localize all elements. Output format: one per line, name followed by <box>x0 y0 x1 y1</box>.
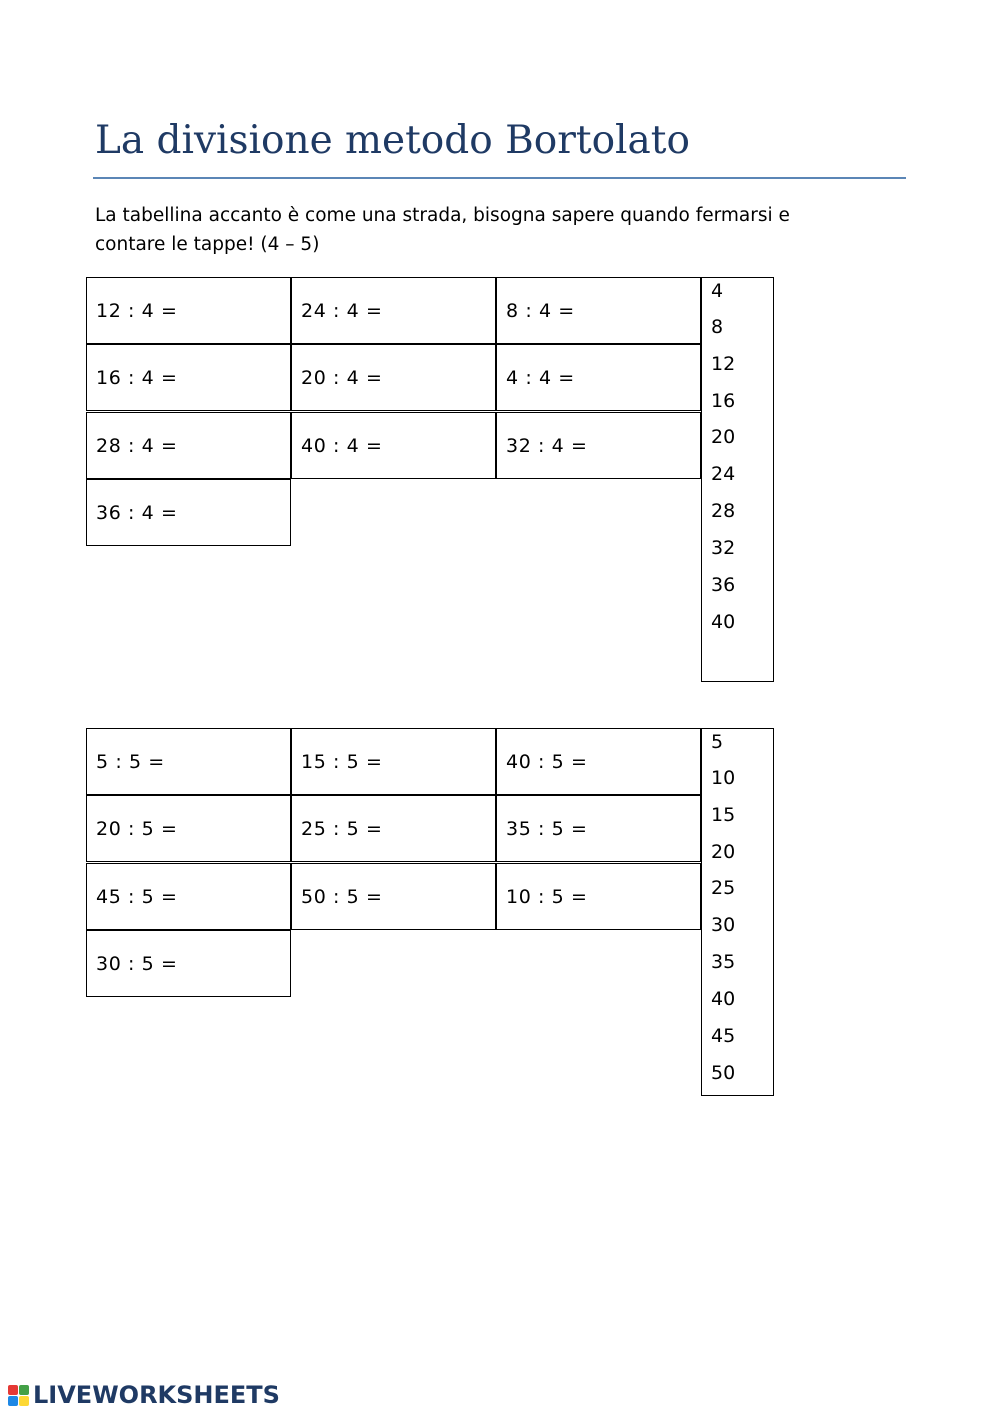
logo-square <box>19 1385 29 1395</box>
logo-square <box>8 1385 18 1395</box>
times-table-number: 30 <box>711 914 736 936</box>
times-table-number: 28 <box>711 500 736 522</box>
times-table-number: 32 <box>711 537 736 559</box>
times-table-number: 10 <box>711 767 736 789</box>
times-table-number: 8 <box>711 316 724 338</box>
division-cell[interactable]: 40 : 5 = <box>496 728 701 795</box>
division-cell[interactable]: 12 : 4 = <box>86 277 291 344</box>
times-table-number: 40 <box>711 988 736 1010</box>
intro-text <box>95 201 885 259</box>
division-cell[interactable]: 16 : 4 = <box>86 344 291 411</box>
division-cell[interactable]: 40 : 4 = <box>291 412 496 479</box>
division-cell[interactable]: 45 : 5 = <box>86 863 291 930</box>
division-cell[interactable]: 32 : 4 = <box>496 412 701 479</box>
times-table-number: 15 <box>711 804 736 826</box>
logo-squares-icon <box>8 1385 29 1406</box>
times-table-number: 45 <box>711 1025 736 1047</box>
title-underline <box>93 177 906 179</box>
logo-text: LIVEWORKSHEETS <box>33 1381 280 1409</box>
division-cell[interactable]: 30 : 5 = <box>86 930 291 997</box>
times-table-number: 25 <box>711 877 736 899</box>
times-table-number: 24 <box>711 463 736 485</box>
times-table-number: 4 <box>711 280 724 302</box>
division-cell[interactable]: 20 : 4 = <box>291 344 496 411</box>
logo-square <box>19 1396 29 1406</box>
division-cell[interactable]: 28 : 4 = <box>86 412 291 479</box>
times-table-4-column <box>701 277 774 682</box>
division-cell[interactable]: 15 : 5 = <box>291 728 496 795</box>
times-table-number: 5 <box>711 731 724 753</box>
division-cell[interactable]: 8 : 4 = <box>496 277 701 344</box>
division-cell[interactable]: 25 : 5 = <box>291 795 496 862</box>
division-cell[interactable]: 10 : 5 = <box>496 863 701 930</box>
times-table-number: 20 <box>711 426 736 448</box>
division-cell[interactable]: 5 : 5 = <box>86 728 291 795</box>
division-cell[interactable]: 36 : 4 = <box>86 479 291 546</box>
page-title: La divisione metodo Bortolato <box>95 118 690 163</box>
liveworksheets-logo <box>8 1381 280 1409</box>
times-table-number: 50 <box>711 1062 736 1084</box>
division-cell[interactable]: 35 : 5 = <box>496 795 701 862</box>
times-table-number: 40 <box>711 611 736 633</box>
times-table-number: 12 <box>711 353 736 375</box>
times-table-5-column <box>701 728 774 1096</box>
division-cell[interactable]: 4 : 4 = <box>496 344 701 411</box>
times-table-number: 35 <box>711 951 736 973</box>
division-cell[interactable]: 20 : 5 = <box>86 795 291 862</box>
times-table-number: 16 <box>711 390 736 412</box>
intro-line-1: La tabellina accanto è come una strada, bisogna sapere quando fermarsi e <box>95 205 790 226</box>
times-table-number: 20 <box>711 841 736 863</box>
division-cell[interactable]: 50 : 5 = <box>291 863 496 930</box>
times-table-number: 36 <box>711 574 736 596</box>
division-cell[interactable]: 24 : 4 = <box>291 277 496 344</box>
logo-square <box>8 1396 18 1406</box>
intro-line-2: contare le tappe! (4 – 5) <box>95 234 320 255</box>
